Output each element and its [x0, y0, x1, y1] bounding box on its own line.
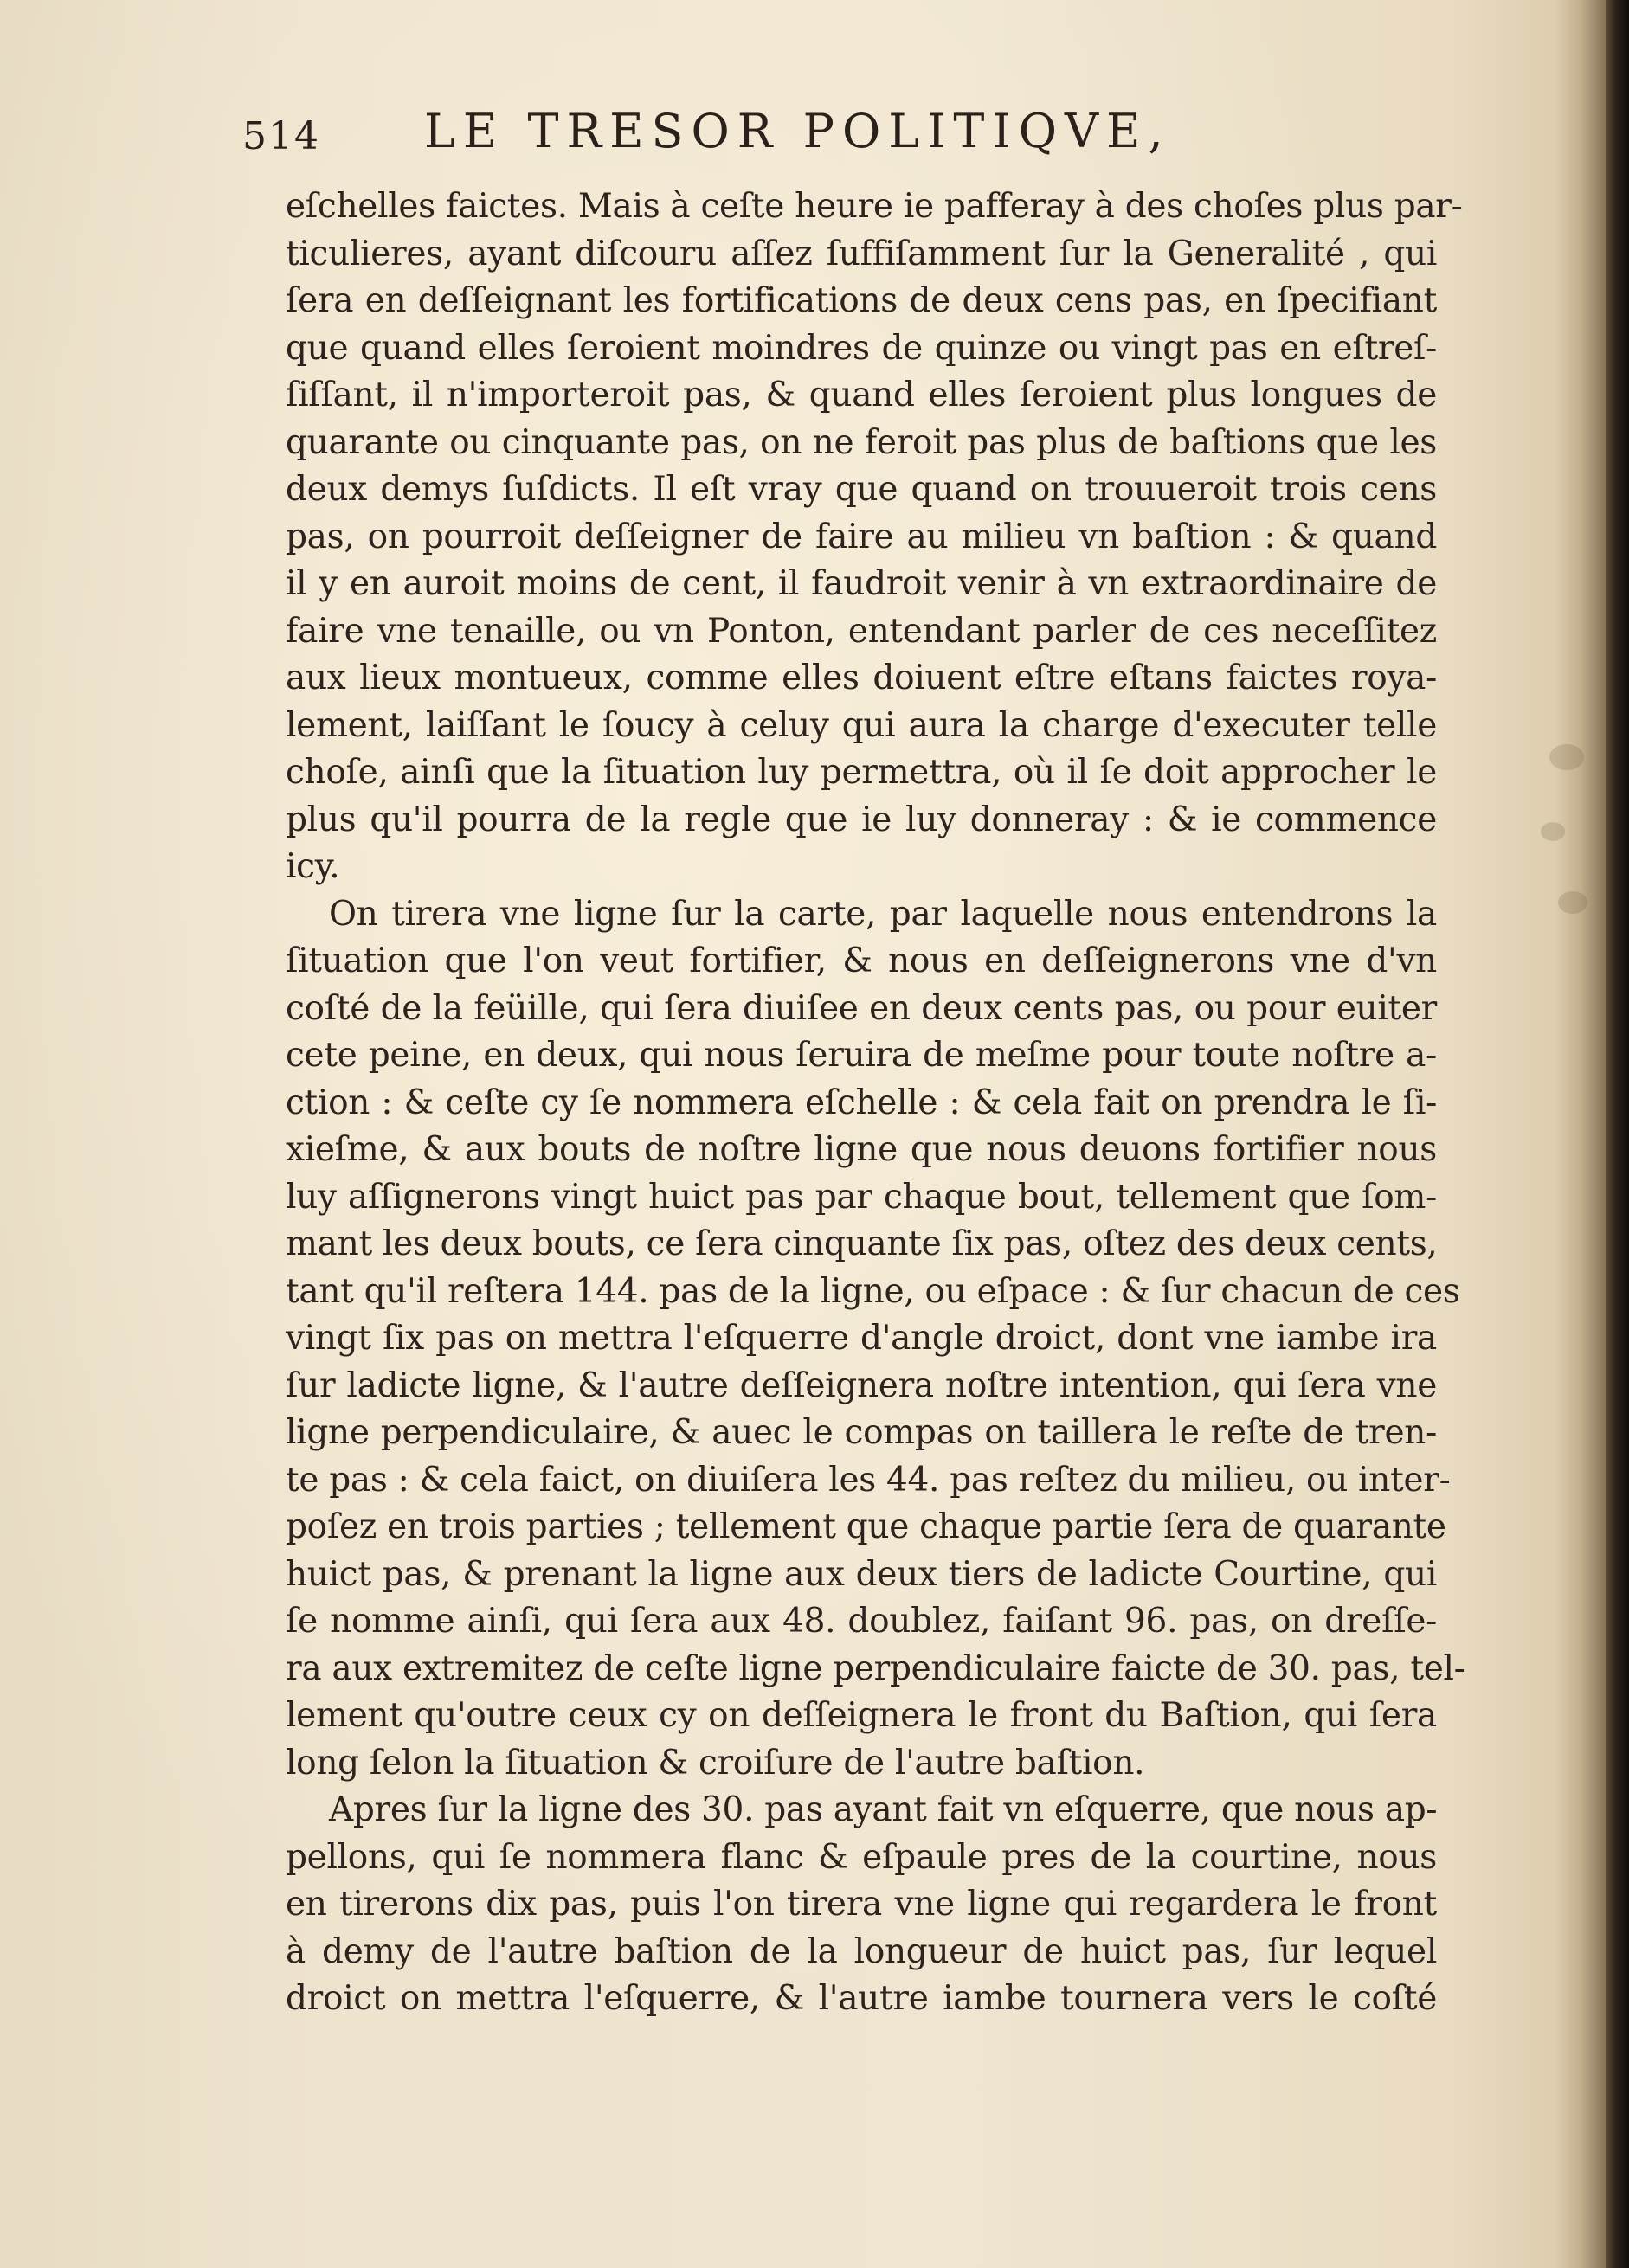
body-text: [286, 183, 1465, 2018]
ink-bleed-spot: [1549, 744, 1584, 770]
text-line: cete peine, en deux, qui nous ſeruira de meſme pour toute noſtre a-: [286, 1036, 1437, 1075]
paragraph-start-line: Apres ſur la ligne des 30. pas ayant fait vn eſquerre, que nous ap-: [329, 1790, 1438, 1829]
text-line: ligne perpendiculaire, & auec le compas on taillera le reſte de tren-: [286, 1413, 1437, 1452]
text-line: huict pas, & prenant la ligne aux deux tiers de ladicte Courtine, qui: [286, 1554, 1437, 1594]
text-line: ſera en deſſeignant les fortifications de deux cens pas, en ſpecifiant: [286, 281, 1437, 320]
text-line: ction : & ceſte cy ſe nommera eſchelle : & cela fait on prendra le ſi-: [286, 1083, 1437, 1122]
text-line: aux lieux montueux, comme elles doiuent eſtre eſtans faictes roya-: [286, 659, 1437, 697]
ink-bleed-spot: [1541, 822, 1565, 841]
text-line: pellons, qui ſe nommera flanc & eſpaule pres de la courtine, nous: [286, 1837, 1437, 1877]
text-line: à demy de l'autre baſtion de la longueur de huict pas, ſur lequel: [286, 1931, 1437, 1971]
text-line: quarante ou cinquante pas, on ne feroit pas plus de baſtions que les: [286, 422, 1437, 462]
book-spine: [1606, 0, 1629, 2268]
text-line: plus qu'il pourra de la regle que ie luy donneray : & ie commence: [286, 800, 1437, 839]
text-line: ſur ladicte ligne, & l'autre deſſeignera noſtre intention, qui ſera vne: [286, 1365, 1437, 1405]
text-line: ſiſſant, il n'importeroit pas, & quand elles ſeroient plus longues de: [286, 376, 1437, 414]
text-line: icy.: [286, 847, 340, 886]
text-line: lement, laiſſant le ſoucy à celuy qui aura la charge d'executer telle: [286, 705, 1437, 745]
running-title: LE TRESOR POLITIQVE,: [424, 104, 1171, 158]
text-line: choſe, ainſi que la ſituation luy permettra, où il ſe doit approcher le: [286, 753, 1437, 792]
text-line: ticulieres, ayant diſcouru aſſez ſuffiſamment ſur la Generalité , qui: [286, 234, 1437, 273]
text-line: ra aux extremitez de ceſte ligne perpendiculaire faicte de 30. pas, tel-: [286, 1648, 1465, 1688]
text-line: en tirerons dix pas, puis l'on tirera vne ligne qui regardera le front: [286, 1885, 1437, 1924]
text-line: long ſelon la ſituation & croiſure de l'autre baſtion.: [286, 1743, 1145, 1783]
text-line: ſituation que l'on veut fortifier, & nous en deſſeignerons vne d'vn: [286, 941, 1437, 980]
text-line: que quand elles ſeroient moindres de quinze ou vingt pas en eſtreſ-: [286, 328, 1437, 368]
text-line: vingt ſix pas on mettra l'eſquerre d'angle droict, dont vne iambe ira: [286, 1319, 1437, 1358]
text-line: tant qu'il reſtera 144. pas de la ligne, ou eſpace : & ſur chacun de ces: [286, 1271, 1460, 1311]
text-line: faire vne tenaille, ou vn Ponton, entendant parler de ces neceſſitez: [286, 611, 1437, 651]
text-line: te pas : & cela faict, on diuiſera les 44. pas reſtez du milieu, ou inter-: [286, 1460, 1451, 1500]
text-line: eſchelles faictes. Mais à ceſte heure ie pafferay à des choſes plus par-: [286, 187, 1463, 226]
text-line: il y en auroit moins de cent, il faudroit venir à vn extraordinaire de: [286, 564, 1437, 603]
page-header: [242, 104, 1437, 182]
text-line: luy aſſignerons vingt huict pas par chaque bout, tellement que ſom-: [286, 1177, 1437, 1217]
ink-bleed-spot: [1558, 891, 1587, 914]
page-number: 514: [242, 114, 320, 158]
text-line: pas, on pourroit deſſeigner de faire au milieu vn baſtion : & quand: [286, 517, 1437, 556]
text-line: xieſme, & aux bouts de noſtre ligne que nous deuons fortifier nous: [286, 1130, 1437, 1169]
text-line: lement qu'outre ceux cy on deſſeignera le front du Baſtion, qui ſera: [286, 1696, 1437, 1735]
page-edge-shadow: [1555, 0, 1606, 2268]
text-line: mant les deux bouts, ce ſera cinquante ſix pas, oſtez des deux cents,: [286, 1224, 1438, 1263]
paragraph-start-line: On tirera vne ligne ſur la carte, par laquelle nous entendrons la: [329, 894, 1437, 934]
text-line: droict on mettra l'eſquerre, & l'autre iambe tournera vers le coſté: [286, 1979, 1437, 2018]
text-line: poſez en trois parties ; tellement que chaque partie ſera de quarante: [286, 1507, 1446, 1546]
text-line: ſe nomme ainſi, qui ſera aux 48. doublez, faiſant 96. pas, on dreſſe-: [286, 1602, 1437, 1641]
text-line: coſté de la feüille, qui ſera diuiſee en deux cents pas, ou pour euiter: [286, 988, 1437, 1028]
text-line: deux demys ſuſdicts. Il eſt vray que quand on trouueroit trois cens: [286, 470, 1437, 509]
